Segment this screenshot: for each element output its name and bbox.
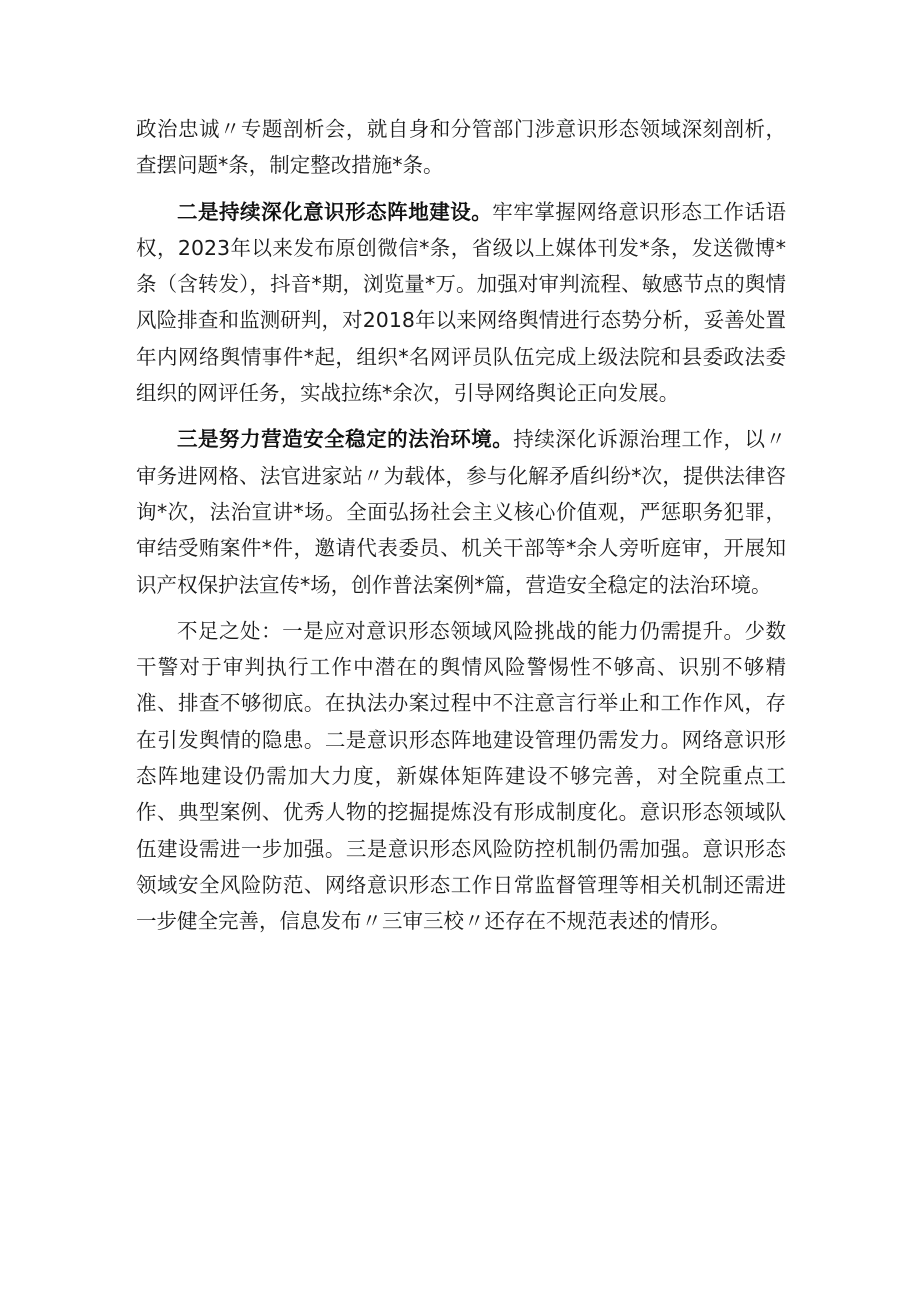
document-body	[136, 111, 786, 950]
paragraph-text: 牢牢掌握网络意识形态工作话语权，2023年以来发布原创微信*条，省级以上媒体刊发*条，发送微博*条（含转发），抖音*期，浏览量*万。加强对审判流程、敏感节点的舆情风险排查和监测研判，对2018年以来网络舆情进行态势分析，妥善处置年内网络舆情事件*起，组织*名网评员队伍完成上级法院和县委政法委组织的网评任务，实战拉练*余次，引导网络舆论正向发展。	[136, 199, 787, 406]
paragraph-point-two	[136, 194, 786, 412]
paragraph-text: 持续深化诉源治理工作，以〃审务进网格、法官进家站〃为载体，参与化解矛盾纠纷*次，提供法律咨询*次，法治宣讲*场。全面弘扬社会主义核心价值观，严惩职务犯罪，审结受贿案件*件，邀请代表委员、机关干部等*余人旁听庭审，开展知识产权保护法宣传*场，创作普法案例*篇，营造安全稳定的法治环境。	[136, 427, 787, 597]
paragraph-lead-heading: 二是持续深化意识形态阵地建设。	[177, 199, 493, 224]
paragraph-lead-heading: 三是努力营造安全稳定的法治环境。	[177, 427, 514, 452]
paragraph-shortcomings	[136, 613, 786, 940]
paragraph-point-three	[136, 421, 786, 602]
paragraph-continuation	[136, 111, 786, 184]
paragraph-text: 政治忠诚〃专题剖析会，就自身和分管部门涉意识形态领域深刻剖析，查摆问题*条，制定整改措施*条。	[136, 117, 786, 178]
paragraph-text: 不足之处：一是应对意识形态领域风险挑战的能力仍需提升。少数干警对于审判执行工作中潜在的舆情风险警惕性不够高、识别不够精准、排查不够彻底。在执法办案过程中不注意言行举止和工作作风，存在引发舆情的隐患。二是意识形态阵地建设管理仍需发力。网络意识形态阵地建设仍需加大力度，新媒体矩阵建设不够完善，对全院重点工作、典型案例、优秀人物的挖掘提炼没有形成制度化。意识形态领域队伍建设需进一步加强。三是意识形态风险防控机制仍需加强。意识形态领域安全风险防范、网络意识形态工作日常监督管理等相关机制还需进一步健全完善，信息发布〃三审三校〃还存在不规范表述的情形。	[136, 618, 786, 934]
